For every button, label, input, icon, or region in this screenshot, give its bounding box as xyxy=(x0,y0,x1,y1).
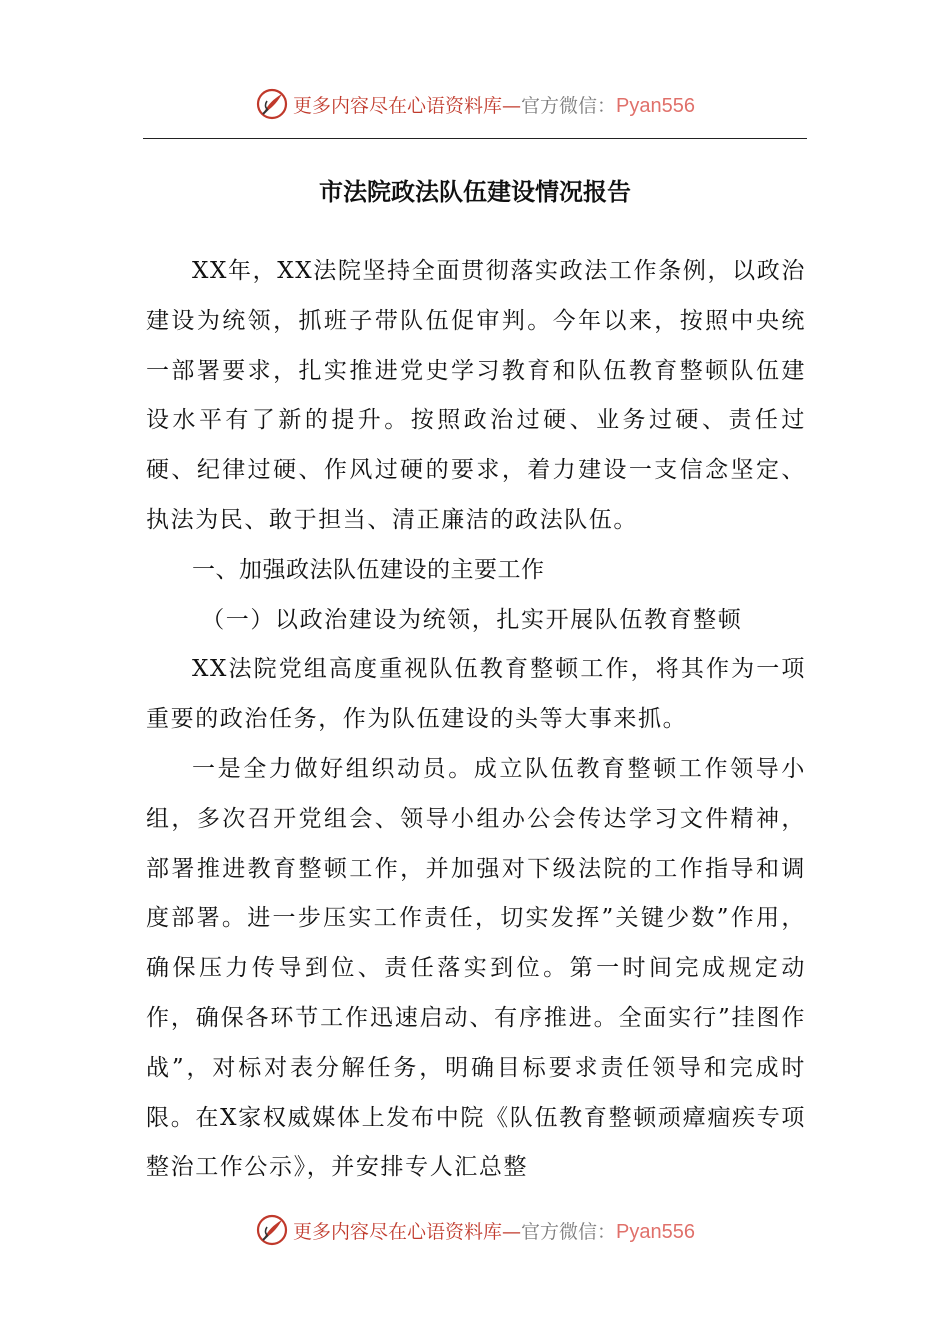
watermark-site-name: 更多内容尽在心语资料库 xyxy=(293,1220,503,1243)
intro-paragraph: XX年，XX法院坚持全面贯彻落实政法工作条例，以政治建设为统领，抓班子带队伍促审判。今年以来，按照中央统一部署要求，扎实推进党史学习教育和队伍教育整顿队伍建设水平有了新的提升。按照政治过硬、业务过硬、责任过硬、纪律过硬、作风过硬的要求，着力建设一支信念坚定、执法为民、敢于担当、清正廉洁的政法队伍。 xyxy=(146,258,806,533)
watermark-text xyxy=(293,91,695,118)
footer-watermark-banner xyxy=(0,1210,950,1250)
quill-logo-icon xyxy=(255,1213,289,1247)
section-heading: 一、加强政法队伍建设的主要工作 xyxy=(192,556,545,583)
watermark-wechat-id: Pyan556 xyxy=(616,94,695,117)
watermark-official-label: 官方微信： xyxy=(521,94,617,117)
watermark-wechat-id: Pyan556 xyxy=(616,1220,695,1243)
watermark-text xyxy=(293,1217,695,1244)
header-divider xyxy=(143,138,807,139)
document-body xyxy=(146,247,806,1193)
quill-logo-icon xyxy=(255,87,289,121)
watermark-site-name: 更多内容尽在心语资料库 xyxy=(293,94,503,117)
body-paragraph: 一是全力做好组织动员。成立队伍教育整顿工作领导小组，多次召开党组会、领导小组办公会传达学习文件精神，部署推进教育整顿工作，并加强对下级法院的工作指导和调度部署。进一步压实工作责任，切实发挥”关键少数”作用，确保压力传导到位、责任落实到位。第一时间完成规定动作，确保各环节工作迅速启动、有序推进。全面实行”挂图作战”，对标对表分解任务，明确目标要求责任领导和完成时限。在X家权威媒体上发布中院《队伍教育整顿顽瘴痼疾专项整治工作公示》，并安排专人汇总整 xyxy=(146,755,806,1181)
watermark-dash: — xyxy=(502,94,522,117)
body-paragraph: XX法院党组高度重视队伍教育整顿工作，将其作为一项重要的政治任务，作为队伍建设的头等大事来抓。 xyxy=(146,656,806,733)
watermark-official-label: 官方微信： xyxy=(521,1220,617,1243)
document-title: 市法院政法队伍建设情况报告 xyxy=(319,177,631,206)
subsection-heading: （一）以政治建设为统领，扎实开展队伍教育整顿 xyxy=(201,606,743,633)
header-watermark-banner xyxy=(0,84,950,124)
watermark-dash: — xyxy=(502,1220,522,1243)
